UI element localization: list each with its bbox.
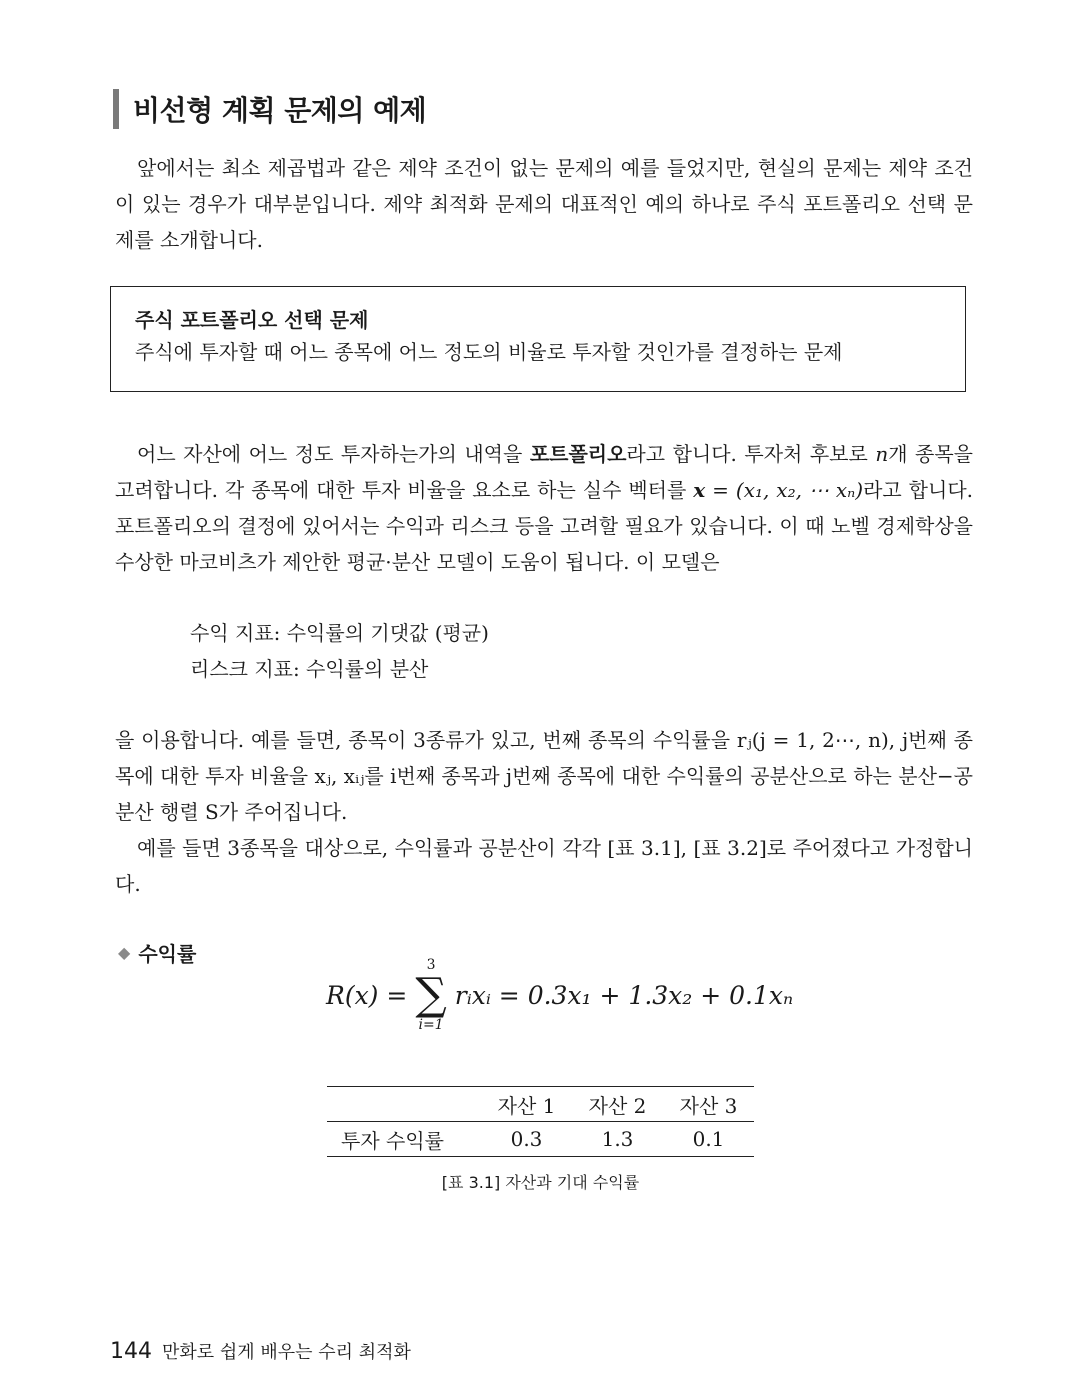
formula-lhs: R(x) = <box>326 980 408 1010</box>
table-cell: 0.1 <box>663 1122 754 1157</box>
sum-lower: i=1 <box>418 1017 444 1033</box>
diamond-icon: ◆ <box>118 943 131 962</box>
vector-definition: = (x₁, x₂, ⋯ xₙ) <box>705 478 864 502</box>
return-table <box>327 1086 754 1157</box>
page-number: 144 <box>110 1339 152 1364</box>
title-bar <box>113 89 119 129</box>
portfolio-text <box>115 436 973 580</box>
table-header-row <box>327 1087 754 1122</box>
table-row-label: 투자 수익률 <box>327 1122 481 1157</box>
table-row <box>327 1122 754 1157</box>
list-item: 수익 지표: 수익률의 기댓값 (평균) <box>190 621 489 645</box>
portfolio-text-3: 개 종목을 고려합니다. 각 종목에 대한 투자 비율을 요소로 하는 실수 벡터를 <box>115 442 974 502</box>
formula-rhs: rᵢxᵢ = 0.3x₁ + 1.3x₂ + 0.1xₙ <box>454 980 794 1010</box>
portfolio-text-4: 라고 합니다. 포트폴리오의 결정에 있어서는 수익과 리스크 등을 고려할 필요가 있습니다. 이 때 노벨 경제학상을 수상한 마코비츠가 제안한 평균·분산 모델이 도움이 됩니다. 이 모델은 <box>115 478 973 574</box>
table-cell: 0.3 <box>481 1122 572 1157</box>
definition-box-body: 주식에 투자할 때 어느 종목에 어느 정도의 비율로 투자할 것인가를 결정하는 문제 <box>135 340 843 364</box>
list-item: 리스크 지표: 수익률의 분산 <box>190 657 429 681</box>
table-header-cell: 자산 1 <box>481 1087 572 1122</box>
portfolio-paragraph <box>115 436 973 580</box>
usage-paragraph <box>115 722 973 902</box>
table-header-cell: 자산 3 <box>663 1087 754 1122</box>
indicator-list <box>190 615 489 687</box>
sigma-icon: ∑ <box>415 969 447 1020</box>
bullet-heading <box>118 938 196 967</box>
book-title: 만화로 쉽게 배우는 수리 최적화 <box>162 1342 411 1363</box>
section-title <box>113 88 426 130</box>
intro-text: 앞에서는 최소 제곱법과 같은 제약 조건이 없는 문제의 예를 들었지만, 현실의 문제는 제약 조건이 있는 경우가 대부분입니다. 제약 최적화 문제의 대표적인 예의 하나로 주식 포트폴리오 선택 문제를 소개합니다. <box>115 156 973 252</box>
page-footer <box>110 1338 411 1364</box>
summation <box>415 957 446 1033</box>
assumption-text: 예를 들면 3종목을 대상으로, 수익률과 공분산이 각각 [표 3.1], [표 3.2]로 주어졌다고 가정합니다. <box>115 836 973 896</box>
portfolio-text-1: 어느 자산에 어느 정도 투자하는가의 내역을 <box>137 442 530 466</box>
return-formula <box>326 955 793 1035</box>
table-cell: 1.3 <box>572 1122 663 1157</box>
intro-paragraph <box>115 150 973 258</box>
vector-x: x <box>693 478 706 502</box>
usage-text: 을 이용합니다. 예를 들면, 종목이 3종류가 있고, 번째 종목의 수익률을 rⱼ(j = 1, 2⋯, n), j번째 종목에 대한 투자 비율을 xⱼ, xᵢⱼ를 i번째 종목과 j번째 종목에 대한 수익률의 공분산으로 하는 분산−공분산 행렬 S가 주어집니다. <box>115 728 973 824</box>
portfolio-text-2: 라고 합니다. 투자처 후보로 <box>626 442 876 466</box>
bullet-label: 수익률 <box>138 942 197 966</box>
table-header-cell: 자산 2 <box>572 1087 663 1122</box>
sum-upper: 3 <box>426 957 436 973</box>
table-header-cell <box>327 1087 481 1122</box>
table-caption: [표 3.1] 자산과 기대 수익률 <box>441 1173 640 1192</box>
portfolio-term: 포트폴리오 <box>529 442 627 466</box>
section-title-text: 비선형 계획 문제의 예제 <box>133 94 427 127</box>
definition-box <box>110 286 966 392</box>
var-n: n <box>875 442 889 466</box>
definition-box-title: 주식 포트폴리오 선택 문제 <box>135 308 369 332</box>
